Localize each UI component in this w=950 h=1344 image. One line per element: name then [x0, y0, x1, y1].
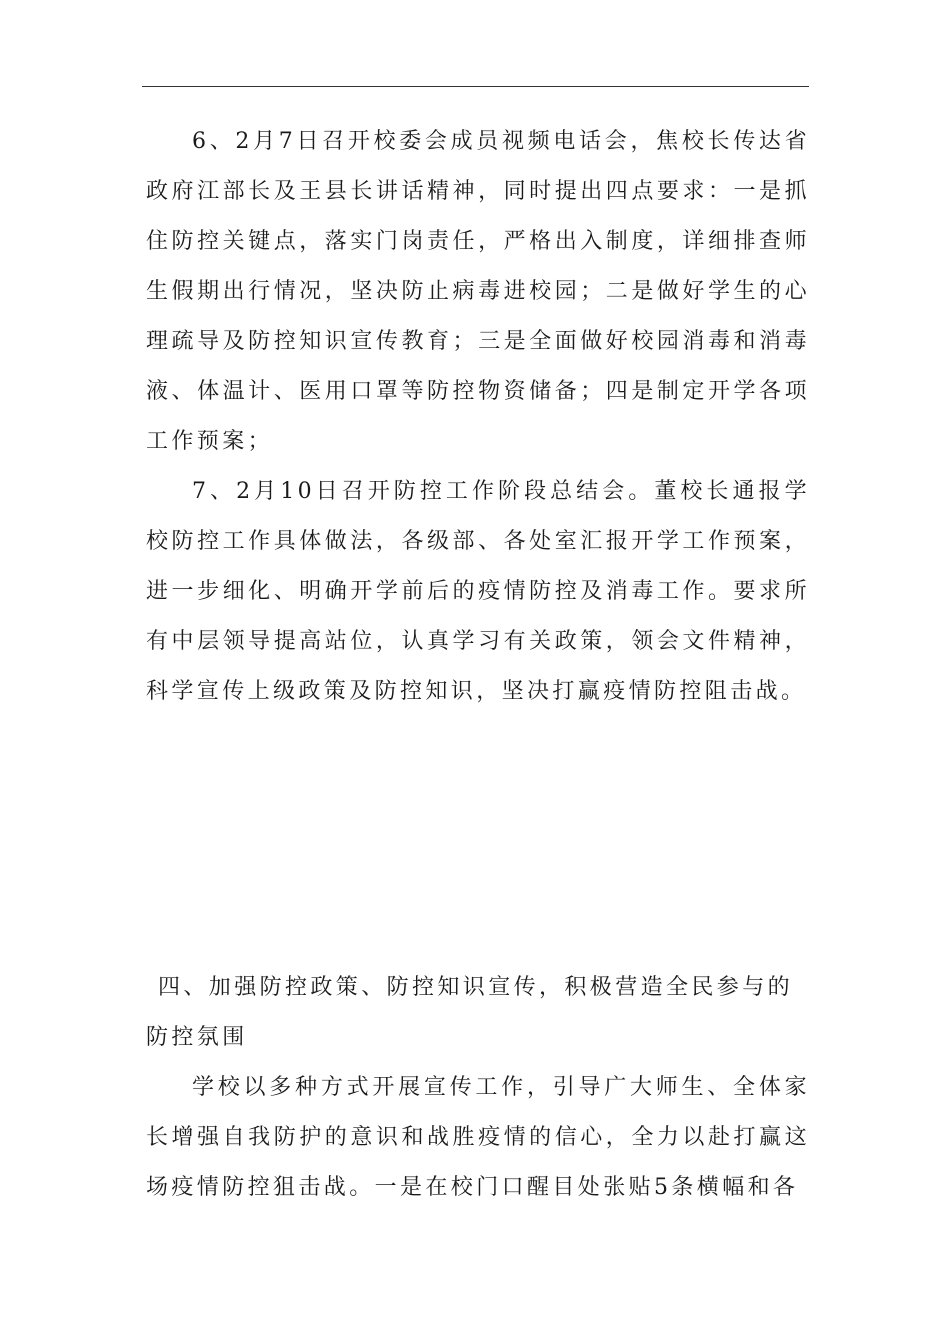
paragraph-item-6: 6、2月7日召开校委会成员视频电话会，焦校长传达省政府江部长及王县长讲话精神，同时提出四点要求：一是抓住防控关键点，落实门岗责任，严格出入制度，详细排查师生假期出行情况，坚决防止病毒进校园；二是做好学生的心理疏导及防控知识宣传教育；三是全面做好校园消毒和消毒液、体温计、医用口罩等防控物资储备；四是制定开学各项工作预案；: [146, 129, 810, 454]
header-rule: [142, 86, 809, 87]
paragraph-item-7: 7、2月10日召开防控工作阶段总结会。董校长通报学校防控工作具体做法，各级部、各处室汇报开学工作预案，进一步细化、明确开学前后的疫情防控及消毒工作。要求所有中层领导提高站位，认真学习有关政策，领会文件精神，科学宣传上级政策及防控知识，坚决打赢疫情防控阻击战。: [146, 479, 810, 704]
page-content: [146, 117, 810, 717]
section-body: [146, 1063, 810, 1213]
section-heading: 四、加强防控政策、防控知识宣传，积极营造全民参与的防控氛围: [146, 975, 794, 1050]
section-paragraph: 学校以多种方式开展宣传工作，引导广大师生、全体家长增强自我防护的意识和战胜疫情的信心，全力以赴打赢这场疫情防控狙击战。一是在校门口醒目处张贴5条横幅和各: [146, 1075, 810, 1200]
